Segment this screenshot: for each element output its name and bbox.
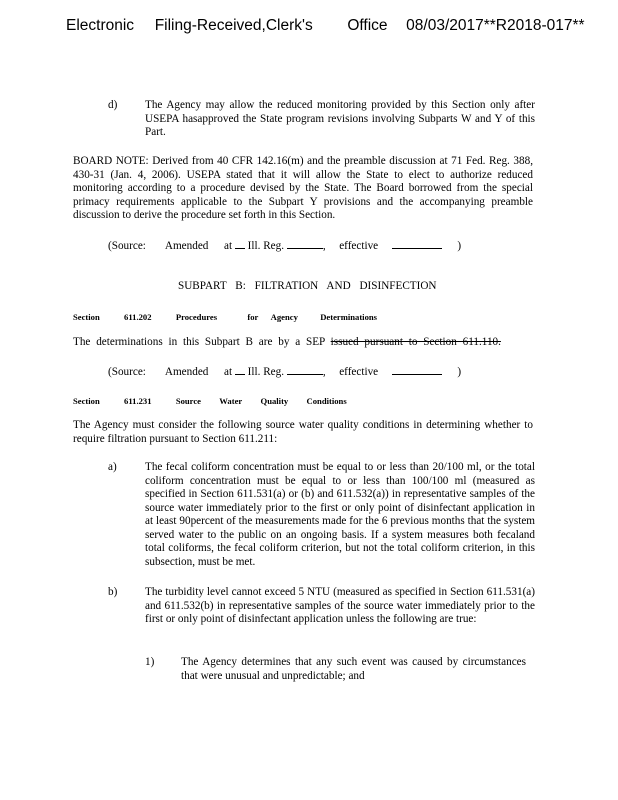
blank-volume bbox=[235, 364, 245, 375]
source-note-2: (Source: Amended at Ill. Reg. , effective ) bbox=[108, 366, 462, 378]
section-231-heading: Section 611.231 Source Water Quality Conditions bbox=[73, 396, 347, 406]
blank-effective-date bbox=[392, 238, 442, 249]
section-202-body: The determinations in this Subpart B are by a SEP issued pursuant to Section 611.110. bbox=[73, 336, 501, 348]
blank-page bbox=[287, 364, 323, 375]
section-202-heading: Section 611.202 Procedures for Agency Determinations bbox=[73, 312, 377, 322]
item-a-label: a) bbox=[108, 461, 117, 473]
item-d-label: d) bbox=[108, 99, 118, 111]
item-d-text: The Agency may allow the reduced monitoring provided by this Section only after USEPA hasapproved the State program revisions involving Subparts W and Y of this Part. bbox=[145, 99, 535, 138]
struck-text: issued pursuant to Section 611.110. bbox=[330, 336, 501, 348]
header-date-docket: 08/03/2017**R2018-017** bbox=[406, 17, 585, 34]
blank-volume bbox=[235, 238, 245, 249]
blank-page bbox=[287, 238, 323, 249]
section-231-intro: The Agency must consider the following source water quality conditions in determining whether to require filtration pursuant to Section 611.211: bbox=[73, 419, 533, 445]
item-a-text: The fecal coliform concentration must be equal to or less than 20/100 ml, or the total coliform concentration must be equal to or less than 100/100 ml (measured as specified in Section 611.531(a) or (b) and 611.532(a)) in representative samples of the source water immediately prior to the first or only point of disinfectant application in at least 90percent of the measurements made for the 6 previous months that the system served water to the public on an ongoing basis. If a system measures both fecaland total coliforms, the fecal coliform criterion, but not the total coliform criterion, in this subsection, must be met. bbox=[145, 461, 535, 568]
board-note: BOARD NOTE: Derived from 40 CFR 142.16(m) and the preamble discussion at 71 Fed. Reg. 388, 430-31 (Jan. 4, 2006). USEPA stated that it will allow the State to elect to authorize reduced monitoring according to a procedure devised by the State. The Board borrowed from the special primacy requirements applicable to the Subpart Y provisions and the accompanying preamble discussion to derive the procedure set forth in this Section. bbox=[73, 155, 533, 221]
item-b1-label: 1) bbox=[145, 656, 155, 668]
subpart-heading: SUBPART B: FILTRATION AND DISINFECTION bbox=[178, 280, 437, 292]
blank-effective-date bbox=[392, 364, 442, 375]
header-filing-received: Filing-Received,Clerk's bbox=[154, 17, 313, 34]
header-office: Office bbox=[347, 17, 388, 34]
source-note-1: (Source: Amended at Ill. Reg. , effective ) bbox=[108, 240, 462, 252]
item-b-label: b) bbox=[108, 586, 118, 598]
item-b1-text: The Agency determines that any such event was caused by circumstances that were unusual and unpredictable; and bbox=[181, 656, 526, 682]
item-b-text: The turbidity level cannot exceed 5 NTU (measured as specified in Section 611.531(a) and 611.532(b) in representative samples of the source water immediately prior to the first or only point of disinfectant application unless the following are true: bbox=[145, 586, 535, 625]
filing-header bbox=[66, 17, 606, 35]
header-electronic: Electronic bbox=[66, 17, 135, 34]
